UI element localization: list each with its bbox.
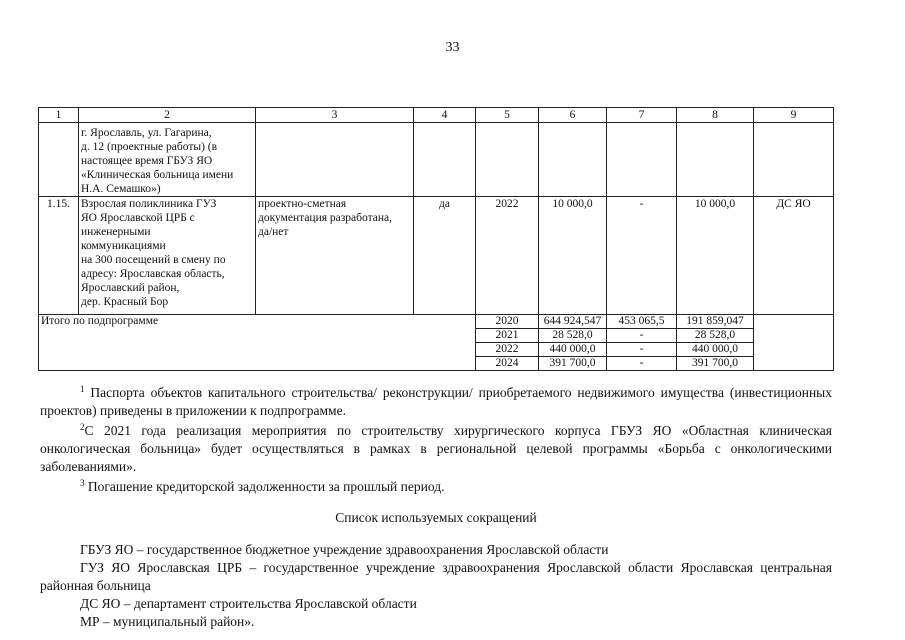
total-cell: 10 000,0 [539, 197, 607, 315]
abbreviation-item: ГБУЗ ЯО – государственное бюджетное учреждение здравоохранения Ярославской области [80, 542, 609, 557]
header-cell: 1 [39, 108, 79, 123]
regional-cell: 28 528,0 [677, 329, 754, 343]
table-row-1-15 [39, 197, 834, 315]
header-cell: 9 [754, 108, 834, 123]
totals-label: Итого по подпрограмме [39, 315, 476, 371]
federal-cell: - [607, 197, 677, 315]
table-header-row [39, 108, 834, 123]
page-number: 33 [445, 40, 460, 55]
budget-table [38, 107, 834, 371]
year-cell: 2020 [476, 315, 539, 329]
abbreviation-item: ДС ЯО – департамент строительства Ярославской области [80, 596, 417, 611]
executor-cell: ДС ЯО [754, 197, 834, 315]
regional-cell: 440 000,0 [677, 343, 754, 357]
total-cell: 391 700,0 [539, 357, 607, 371]
year-cell: 2022 [476, 343, 539, 357]
table-row-continued [39, 123, 834, 197]
header-cell: 6 [539, 108, 607, 123]
total-cell: 644 924,547 [539, 315, 607, 329]
abbreviation-item: ГУЗ ЯО Ярославская ЦРБ – государственное учреждение здравоохранения Ярославской области Ярославская центральная районная больница [40, 560, 832, 593]
footnote: $^1$ Паспорта объектов капитального строительства/ реконструкции/ приобретаемого недвижимого имущества (инвестиционных проектов) приведены в приложении к подпрограмме. [40, 384, 833, 418]
notes-section [40, 384, 832, 631]
year-cell: 2024 [476, 357, 539, 371]
header-cell: 7 [607, 108, 677, 123]
total-cell: 440 000,0 [539, 343, 607, 357]
row-number: 1.15. [39, 197, 79, 315]
regional-cell: 191 859,047 [677, 315, 754, 329]
regional-cell: 10 000,0 [677, 197, 754, 315]
header-cell: 2 [79, 108, 256, 123]
footnote: $^3$ Погашение кредиторской задолженности за прошлый период. [80, 478, 445, 494]
object-name-cell: г. Ярославль, ул. Гагарина, д. 12 (проектные работы) (в настоящее время ГБУЗ ЯО «Клиническая больница имени Н.А. Семашко») [79, 123, 256, 197]
year-cell: 2022 [476, 197, 539, 315]
regional-cell: 391 700,0 [677, 357, 754, 371]
abbreviations-title: Список используемых сокращений [335, 510, 537, 525]
header-cell: 3 [256, 108, 414, 123]
federal-cell: - [607, 343, 677, 357]
footnote: $^2$С 2021 года реализация мероприятия по строительству хирургического корпуса ГБУЗ ЯО «Областная клиническая онкологическая больница» будет осуществляться в рамках в региональной целевой программы «Борьба с онкологическими заболеваниями». [40, 422, 832, 474]
header-cell: 5 [476, 108, 539, 123]
totals-row [39, 315, 834, 329]
header-cell: 4 [414, 108, 476, 123]
year-cell: 2021 [476, 329, 539, 343]
executor-cell [754, 315, 834, 371]
indicator-cell: проектно-сметная документация разработана, да/нет [256, 197, 414, 315]
indicator-value: да [414, 197, 476, 315]
federal-cell: - [607, 357, 677, 371]
header-cell: 8 [677, 108, 754, 123]
abbreviation-item: МР – муниципальный район». [80, 614, 255, 629]
total-cell: 28 528,0 [539, 329, 607, 343]
federal-cell: - [607, 329, 677, 343]
federal-cell: 453 065,5 [607, 315, 677, 329]
object-name-cell: Взрослая поликлиника ГУЗ ЯО Ярославской ЦРБ с инженерными коммуникациями на 300 посещений в смену по адресу: Ярославская область, Ярославский район, дер. Красный Бор [79, 197, 256, 315]
